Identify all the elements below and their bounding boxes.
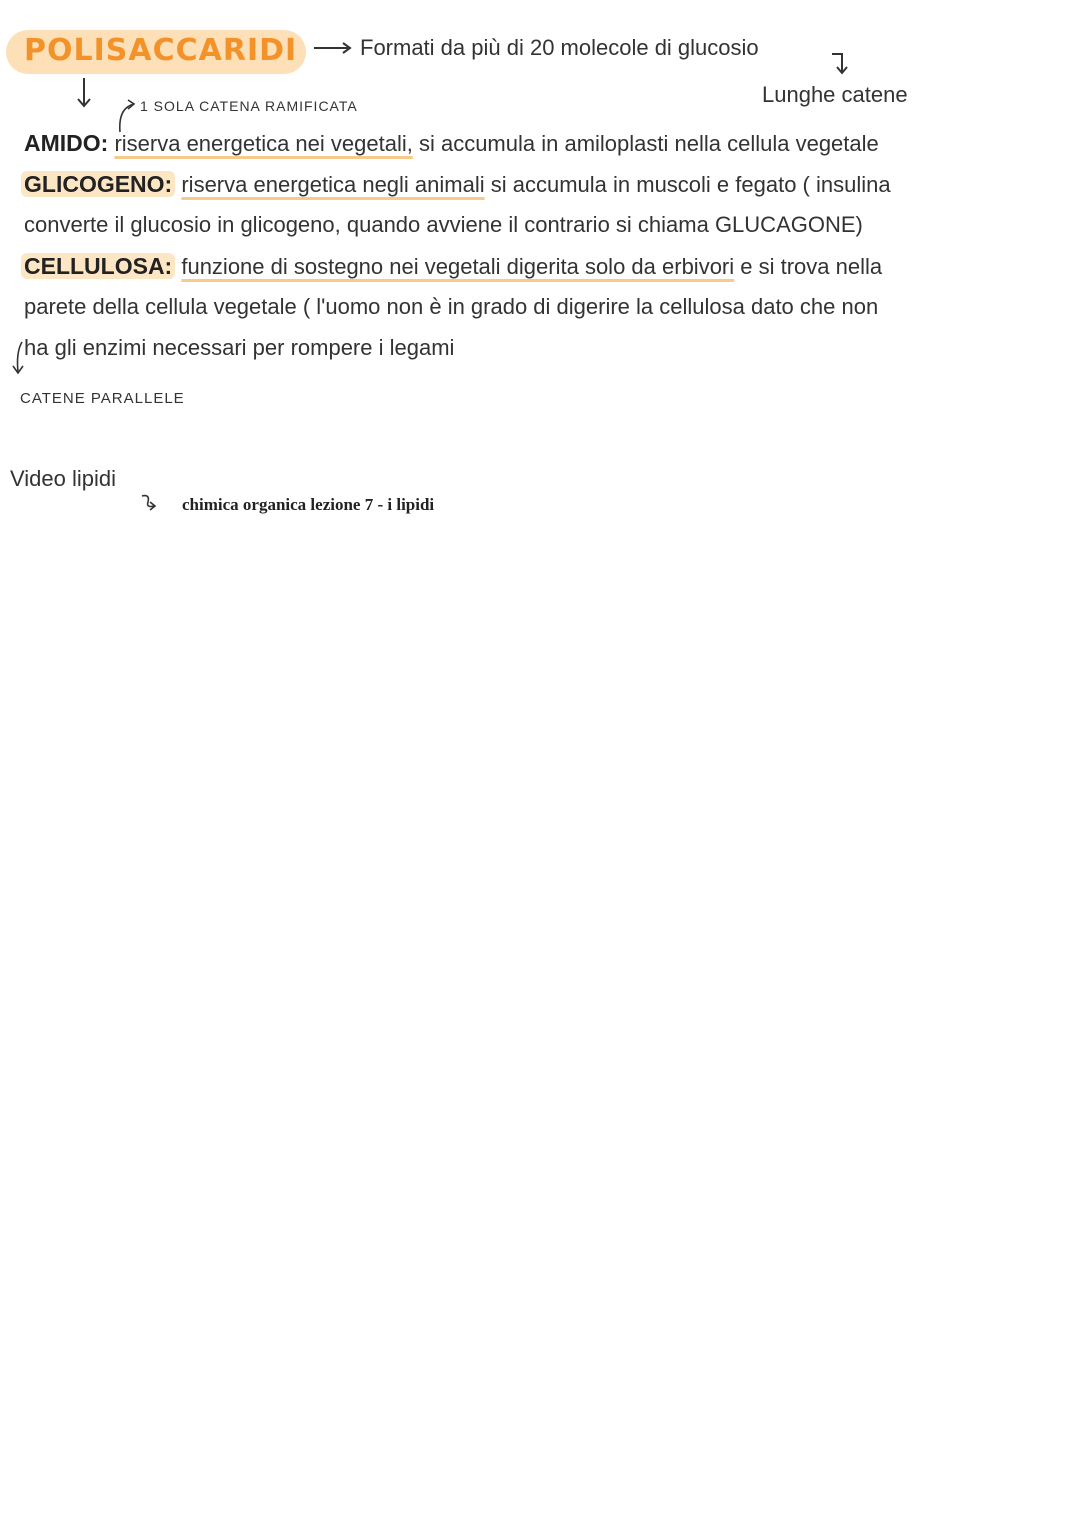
term-amido: AMIDO: (24, 130, 109, 156)
arrow-right-icon (312, 40, 354, 56)
cellulosa-line (24, 253, 882, 280)
amido-underlined: riserva energetica nei vegetali, (114, 131, 413, 156)
cellulosa-rest: e si trova nella (734, 254, 883, 279)
branch-note: 1 SOLA CATENA RAMIFICATA (140, 98, 358, 114)
glicogeno-continuation: converte il glucosio in glicogeno, quando avviene il contrario si chiama GLUCAGONE) (24, 212, 863, 237)
term-cellulosa: CELLULOSA: (21, 253, 175, 279)
parallel-chains-note: CATENE PARALLELE (20, 390, 185, 407)
curl-arrow-icon (140, 492, 172, 512)
video-label: Video lipidi (10, 466, 117, 491)
page-title: POLISACCARIDI (24, 33, 298, 68)
amido-rest: si accumula in amiloplasti nella cellula vegetale (412, 131, 879, 156)
term-glicogeno: GLICOGENO: (21, 171, 175, 197)
arrow-down-small-icon (10, 338, 28, 378)
cellulosa-underlined: funzione di sostegno nei vegetali digerita solo da erbivori (181, 254, 735, 279)
amido-line (24, 130, 879, 157)
glicogeno-rest: si accumula in muscoli e fegato ( insulina (484, 172, 891, 197)
cellulosa-continuation-1: parete della cellula vegetale ( l'uomo non è in grado di digerire la cellulosa dato che non (24, 294, 879, 319)
definition-text: Formati da più di 20 molecole di glucosio (360, 35, 759, 60)
arrow-down-icon (74, 76, 94, 110)
cellulosa-continuation-2: ha gli enzimi necessari per rompere i legami (24, 335, 455, 360)
video-reference: chimica organica lezione 7 - i lipidi (182, 495, 435, 514)
glicogeno-underlined: riserva energetica negli animali (181, 172, 485, 197)
long-chains-note: Lunghe catene (762, 82, 908, 107)
bend-down-arrow-icon (830, 48, 850, 78)
glicogeno-line (24, 171, 891, 198)
